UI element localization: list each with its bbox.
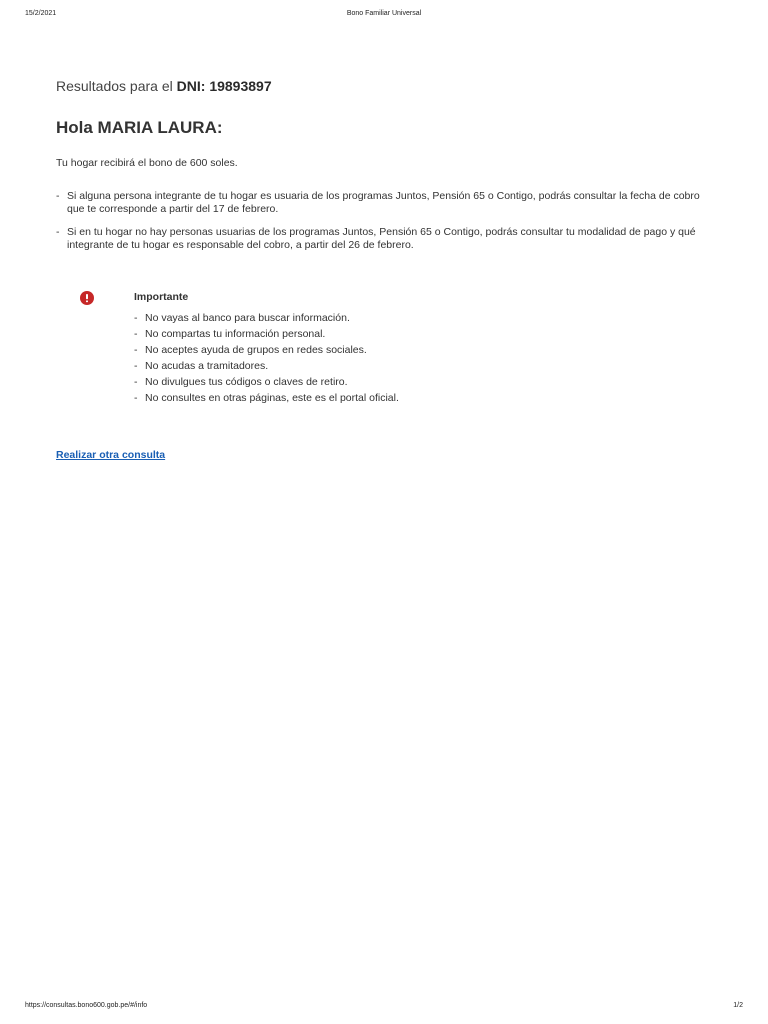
alert-icon — [80, 291, 94, 305]
bonus-message: Tu hogar recibirá el bono de 600 soles. — [56, 157, 238, 169]
greeting-heading: Hola MARIA LAURA: — [56, 118, 223, 137]
print-page-title: Bono Familiar Universal — [346, 10, 422, 17]
print-url: https://consultas.bono600.gob.pe/#/info — [25, 1002, 148, 1009]
safety-tip: - No compartas tu información personal. — [134, 328, 326, 340]
safety-tip-text: No consultes en otras páginas, este es el portal oficial. — [145, 392, 399, 404]
info-bullet: - Si en tu hogar no hay personas usuarias de los programas Juntos, Pensión 65 o Contigo, podrás consultar tu modalidad de pago y qué integrante de tu hogar es responsable del cobro, a partir del 26 de febrero. — [56, 226, 696, 251]
dni-label: DNI: — [176, 78, 206, 94]
print-footer — [25, 1002, 743, 1014]
print-header — [25, 10, 743, 22]
safety-tip-text: No divulgues tus códigos o claves de retiro. — [145, 376, 348, 388]
results-heading — [56, 76, 706, 96]
dni-value: 19893897 — [209, 78, 272, 94]
info-bullet: - Si alguna persona integrante de tu hogar es usuaria de los programas Juntos, Pensión 65 o Contigo, podrás consultar la fecha de cobro que te corresponde a partir del 17 de febrero. — [56, 190, 700, 215]
page-number: 1/2 — [733, 1002, 743, 1009]
another-query-link[interactable]: Realizar otra consulta — [56, 449, 166, 461]
safety-tip-text: No vayas al banco para buscar información. — [145, 312, 350, 324]
results-content — [56, 76, 706, 268]
results-prefix: Resultados para el — [56, 78, 173, 94]
safety-tip: - No divulgues tus códigos o claves de retiro. — [134, 376, 348, 388]
print-date: 15/2/2021 — [25, 10, 57, 17]
safety-tips-list — [134, 310, 674, 406]
important-body — [134, 290, 674, 406]
info-bullet-text: Si alguna persona integrante de tu hogar es usuaria de los programas Juntos, Pensión 65 o Contigo, podrás consultar la fecha de cobro que te corresponde a partir del 17 de febrero. — [67, 190, 700, 215]
safety-tip: - No vayas al banco para buscar información. — [134, 312, 350, 324]
important-title: Importante — [134, 291, 189, 303]
safety-tip-text: No acudas a tramitadores. — [145, 360, 269, 372]
safety-tip: - No acudas a tramitadores. — [134, 360, 269, 372]
safety-tip-text: No aceptes ayuda de grupos en redes sociales. — [145, 344, 367, 356]
info-bullet-list — [56, 190, 706, 252]
info-bullet-text: Si en tu hogar no hay personas usuarias de los programas Juntos, Pensión 65 o Contigo, podrás consultar tu modalidad de pago y qué integrante de tu hogar es responsable del cobro, a partir del 26 de febrero. — [67, 226, 696, 251]
safety-tip: - No aceptes ayuda de grupos en redes sociales. — [134, 344, 367, 356]
safety-tip: - No consultes en otras páginas, este es el portal oficial. — [134, 392, 399, 404]
safety-tip-text: No compartas tu información personal. — [145, 328, 326, 340]
